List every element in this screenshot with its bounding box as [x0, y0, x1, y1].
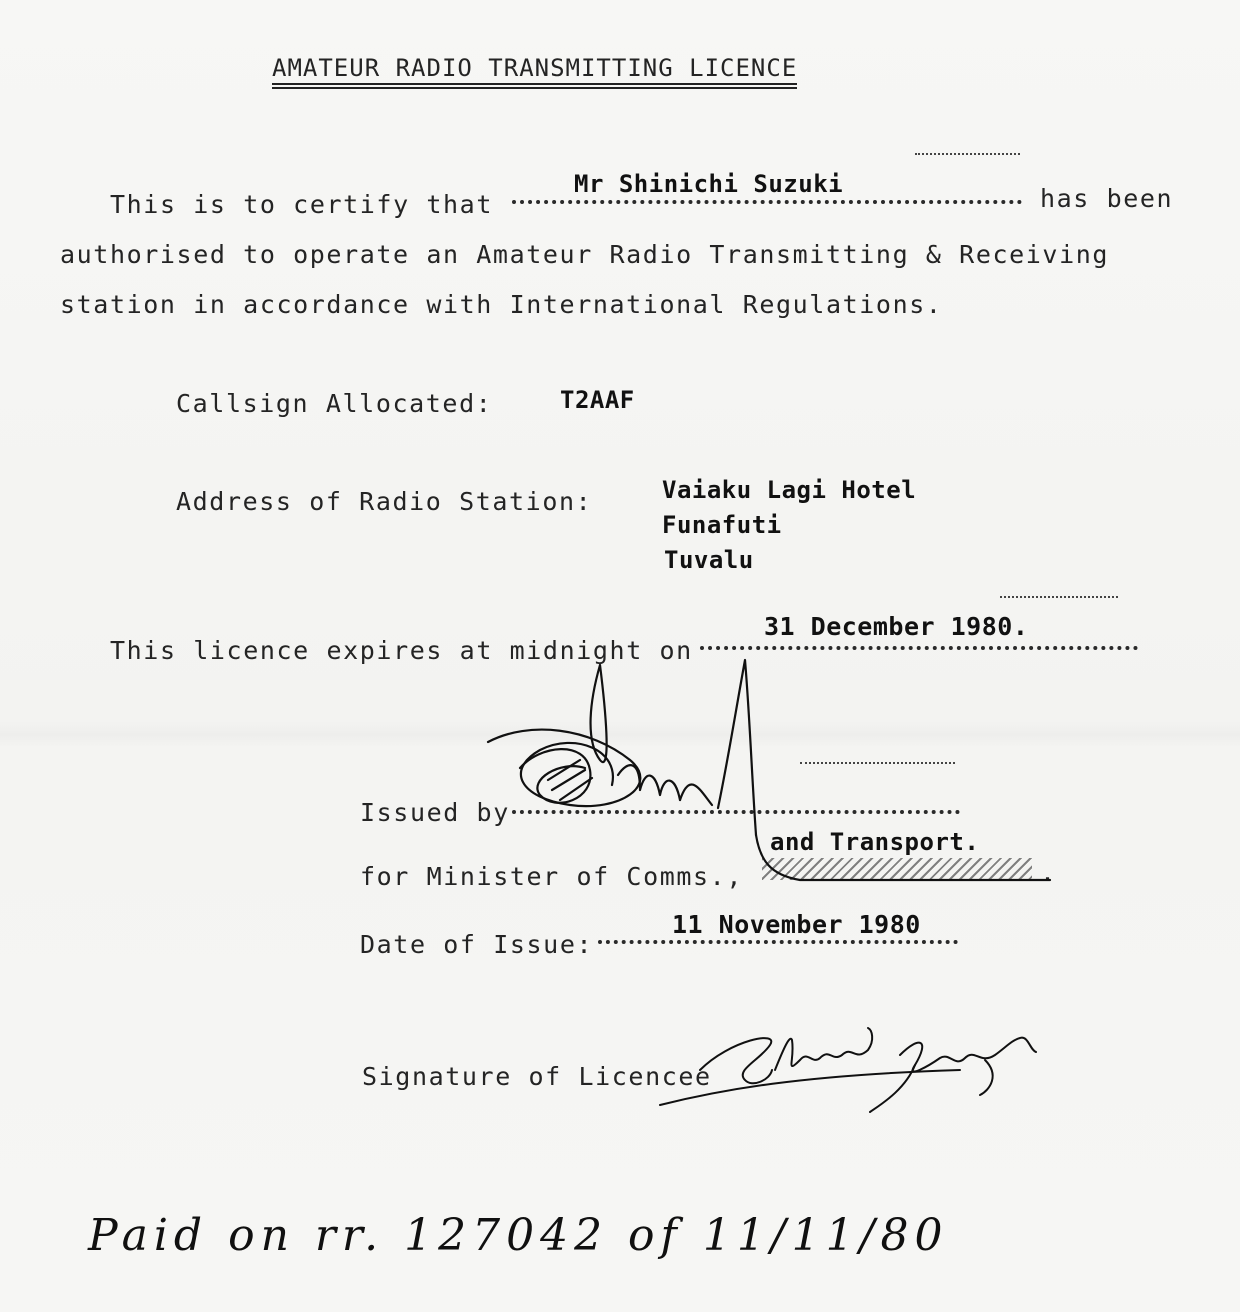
struck-out-text [762, 858, 1032, 880]
issued-by-dotted-line [512, 810, 960, 814]
certify-suffix: has been [1040, 184, 1174, 213]
signature-label: Signature of Licencee [362, 1062, 712, 1091]
date-label: Date of Issue: [360, 930, 594, 959]
body-line-2: authorised to operate an Amateur Radio Transmitting & Receiving [60, 240, 1110, 269]
address-line-2: Funafuti [662, 511, 782, 539]
callsign-value: T2AAF [560, 386, 635, 414]
body-line-3: station in accordance with International Regulations. [60, 290, 943, 319]
expiry-dotted-line [700, 646, 1138, 650]
expiry-label: This licence expires at midnight on [110, 636, 693, 665]
document-title: AMATEUR RADIO TRANSMITTING LICENCE [272, 54, 797, 85]
date-value: 11 November 1980 [672, 910, 921, 939]
handwritten-payment-note: Paid on rr. 127042 of 11/11/80 [88, 1210, 949, 1261]
ministry-value: and Transport. [770, 828, 980, 856]
date-dotted-line [598, 940, 958, 944]
ministry-suffix: . [1040, 858, 1057, 887]
address-line-1: Vaiaku Lagi Hotel [662, 476, 917, 504]
certify-prefix: This is to certify that [110, 190, 493, 219]
address-label: Address of Radio Station: [176, 487, 593, 516]
issued-by-dotted-line-upper [800, 762, 955, 764]
ministry-label: for Minister of Comms., [360, 862, 743, 891]
licensee-name: Mr Shinichi Suzuki [574, 170, 844, 198]
name-dotted-line-upper [915, 153, 1020, 155]
issued-by-label: Issued by [360, 798, 510, 827]
expiry-value: 31 December 1980. [764, 612, 1029, 641]
expiry-dotted-line-upper [1000, 596, 1118, 598]
callsign-label: Callsign Allocated: [176, 389, 493, 418]
address-line-3: Tuvalu [664, 546, 754, 574]
name-dotted-line [512, 200, 1022, 204]
